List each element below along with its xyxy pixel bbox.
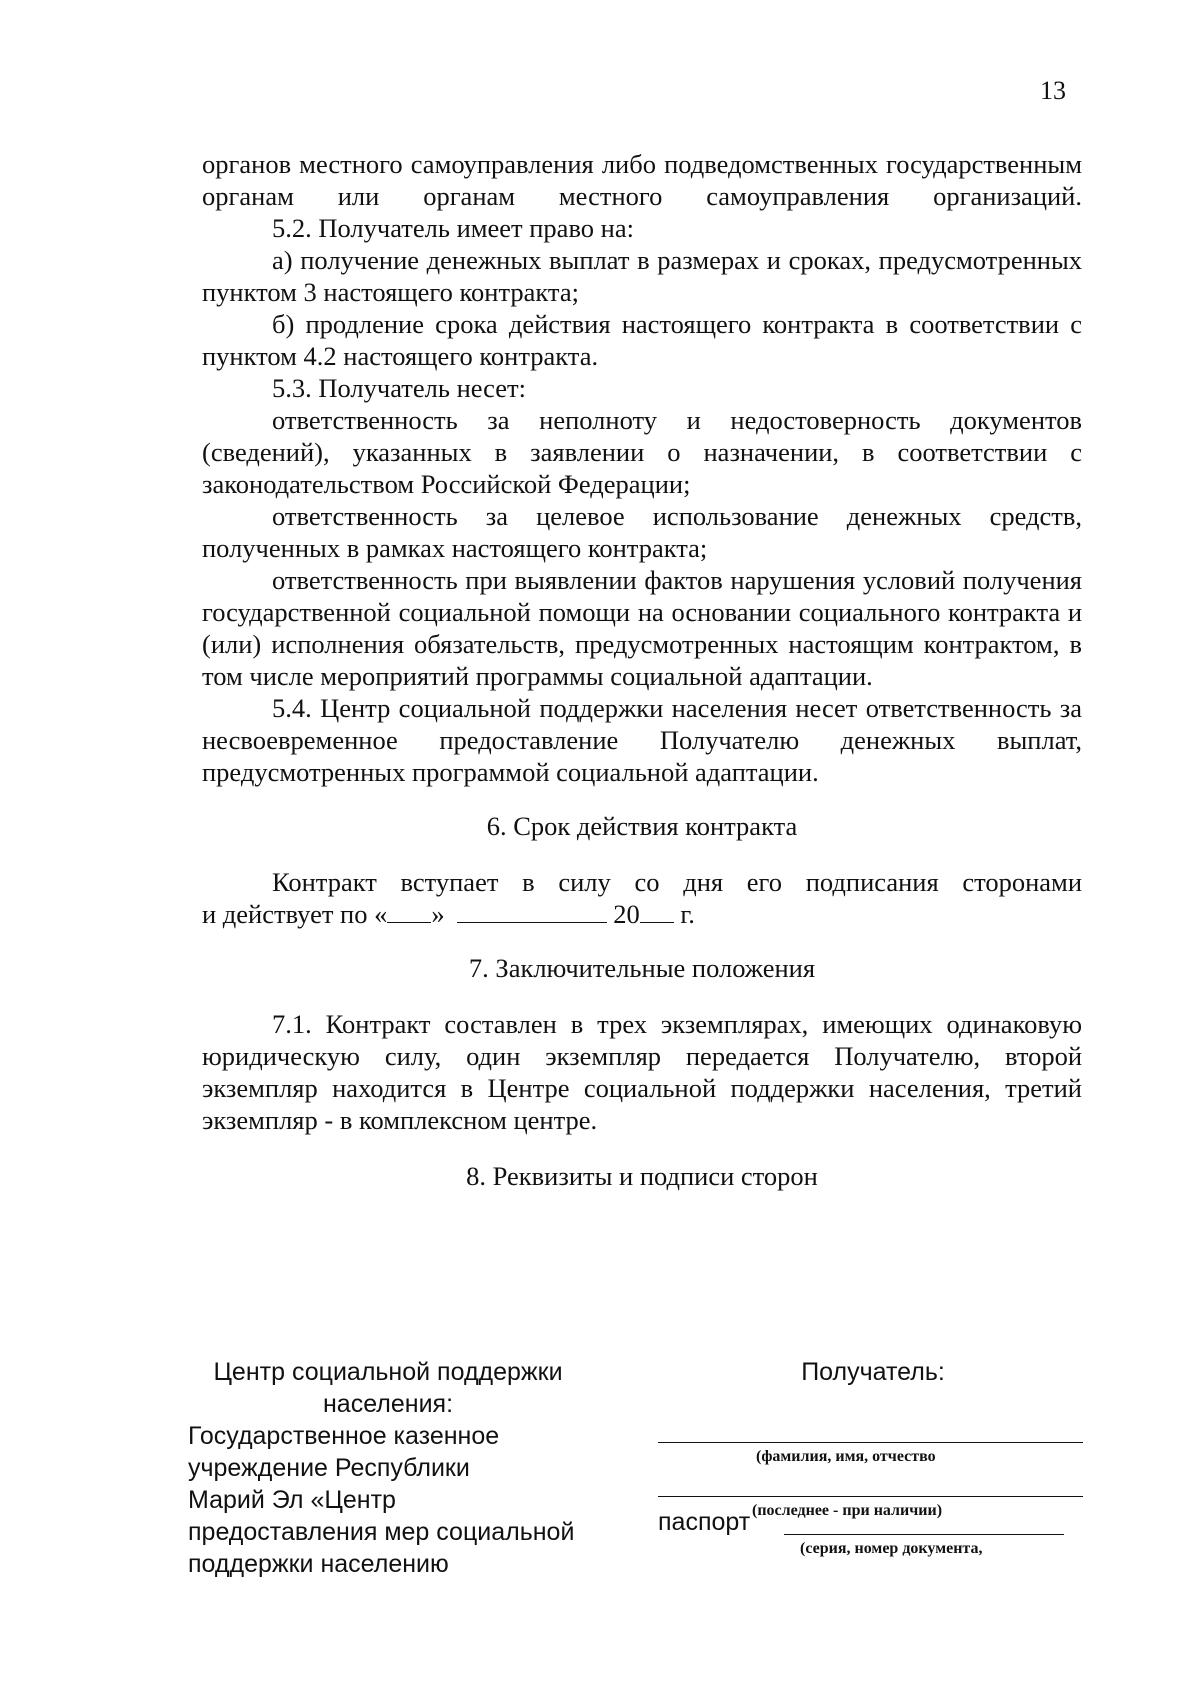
section-7-heading: 7. Заключительные положения [468,953,816,983]
paragraph-continuation: органов местного самоуправления либо подведомственных государственным органам или органам местного самоуправления организаций. [202,149,1082,211]
date-quote-close: » [431,899,445,929]
support-center-line-4: учреждение Республики [188,1454,470,1482]
section-7-text: 7.1. Контракт составлен в трех экземплярах, имеющих одинаковую юридическую силу, один экземпляр передается Получателю, второй экземпляр находится в Центре социальной поддержки населения, третий экземпляр - в комплексном центре. [202,1009,1082,1135]
name-signature-line [658,1442,1083,1443]
year-blank [640,900,674,923]
support-center-line-5: Марий Эл «Центр [188,1486,396,1514]
passport-label: паспорт [658,1508,751,1536]
year-prefix: 20 [613,899,640,929]
support-center-line-6: предоставления мер социальной [188,1518,575,1546]
support-center-line-7: поддержки населению [188,1550,449,1578]
signatures-block [188,1356,1088,1656]
passport-note: (серия, номер документа, [800,1540,983,1557]
day-blank [387,900,431,923]
support-center-line-3: Государственное казенное [188,1422,500,1450]
clause-5-2-a: а) получение денежных выплат в размерах и сроках, предусмотренных пунктом 3 настоящего контракта; [202,245,1082,307]
name-signature-line-2 [658,1496,1083,1497]
support-center-title-1: Центр социальной поддержки [213,1358,563,1386]
section-6-text: Контракт вступает в силу со дня его подписания сторонами [272,867,1082,897]
document-body [202,148,1082,1220]
support-center-title-2: населения: [322,1390,454,1418]
page-number: 13 [1040,76,1066,105]
clause-5-3-item-3: ответственность при выявлении фактов нарушения условий получения государственной социальной помощи на основании социального контракта и (или) исполнения обязательств, предусмотренных настоящим контрактом, в том числе мероприятий программы социальной адаптации. [202,565,1082,691]
recipient-details [658,1356,1088,1557]
section-6-heading: 6. Срок действия контракта [486,811,798,841]
clause-5-2-b: б) продление срока действия настоящего контракта в соответствии с пунктом 4.2 настоящего контракта. [202,309,1082,371]
recipient-title: Получатель: [801,1358,945,1386]
section-8-heading: 8. Реквизиты и подписи сторон [466,1161,818,1191]
clause-5-4: 5.4. Центр социальной поддержки населения несет ответственность за несвоевременное предоставление Получателю денежных выплат, предусмотренных программой социальной адаптации. [202,693,1082,787]
name-note: (фамилия, имя, отчество [756,1448,936,1465]
clause-5-3-item-1: ответственность за неполноту и недостоверность документов (сведений), указанных в заявлении о назначении, в соответствии с законодательством Российской Федерации; [202,405,1082,499]
patronymic-note: (последнее - при наличии) [752,1502,943,1519]
support-center-details [188,1356,608,1580]
month-blank [457,900,607,923]
section-6-date-line [202,898,1082,930]
date-prefix: и действует по « [202,899,388,929]
clause-5-3-item-2: ответственность за целевое использование денежных средств, полученных в рамках настоящего контракта; [202,501,1082,563]
year-suffix: г. [680,899,695,929]
passport-line [784,1534,1064,1535]
clause-5-3: 5.3. Получатель несет: [272,373,526,403]
clause-5-2: 5.2. Получатель имеет право на: [272,213,634,243]
